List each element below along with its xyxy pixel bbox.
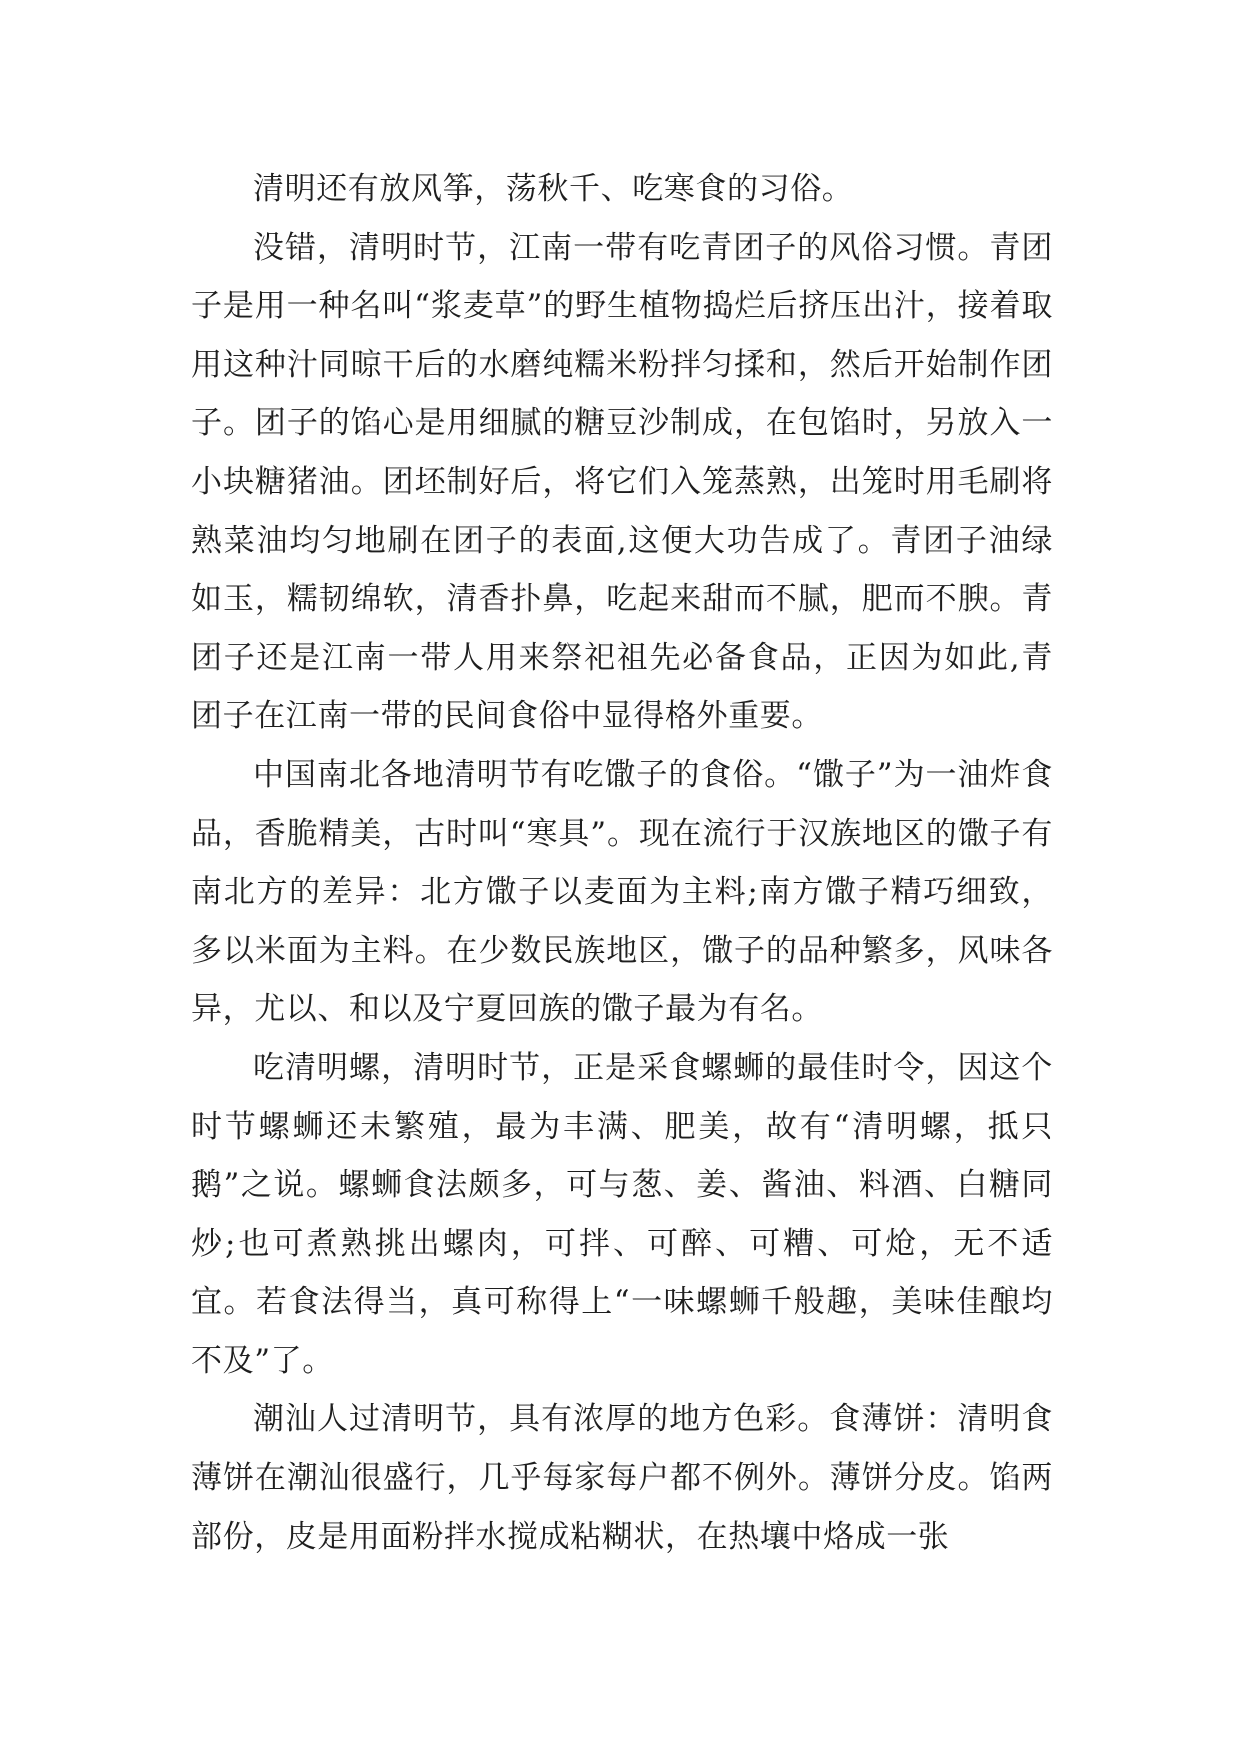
paragraph-kite-swing: 清明还有放风筝，荡秋千、吃寒食的习俗。	[253, 171, 854, 207]
paragraph-qingtuan: 没错，清明时节，江南一带有吃青团子的风俗习惯。青团子是用一种名叫“浆麦草”的野生植物捣烂后挤压出汁，接着取用这种汁同晾干后的水磨纯糯米粉拌匀揉和，然后开始制作团子。团子的馅心是用细腻的糖豆沙制成，在包馅时，另放入一小块糖猪油。团坯制好后，将它们入笼蒸熟，出笼时用毛刷将熟菜油均匀地刷在团子的表面,这便大功告成了。青团子油绿如玉，糯韧绵软，清香扑鼻，吃起来甜而不腻，肥而不腴。青团子还是江南一带人用来祭祀祖先必备食品，正因为如此,青团子在江南一带的民间食俗中显得格外重要。	[191, 229, 1053, 735]
paragraph-snails: 吃清明螺，清明时节，正是采食螺蛳的最佳时令，因这个时节螺蛳还未繁殖，最为丰满、肥美，故有“清明螺，抵只鹅”之说。螺蛳食法颇多，可与葱、姜、酱油、料酒、白糖同炒;也可煮熟挑出螺肉，可拌、可醉、可糟、可炝，无不适宜。若食法得当，真可称得上“一味螺蛳千般趣，美味佳酿均不及”了。	[191, 1049, 1053, 1379]
paragraph-sanzi: 中国南北各地清明节有吃馓子的食俗。“馓子”为一油炸食品，香脆精美，古时叫“寒具”。现在流行于汉族地区的馓子有南北方的差异：北方馓子以麦面为主料;南方馓子精巧细致，多以米面为主料。在少数民族地区，馓子的品种繁多，风味各异，尤以、和以及宁夏回族的馓子最为有名。	[191, 756, 1053, 1028]
document-body	[191, 160, 1053, 1566]
paragraph-chaoshan-pancake: 潮汕人过清明节，具有浓厚的地方色彩。食薄饼：清明食薄饼在潮汕很盛行，几乎每家每户都不例外。薄饼分皮。馅两部份，皮是用面粉拌水搅成粘糊状，在热壤中烙成一张	[191, 1401, 1053, 1555]
